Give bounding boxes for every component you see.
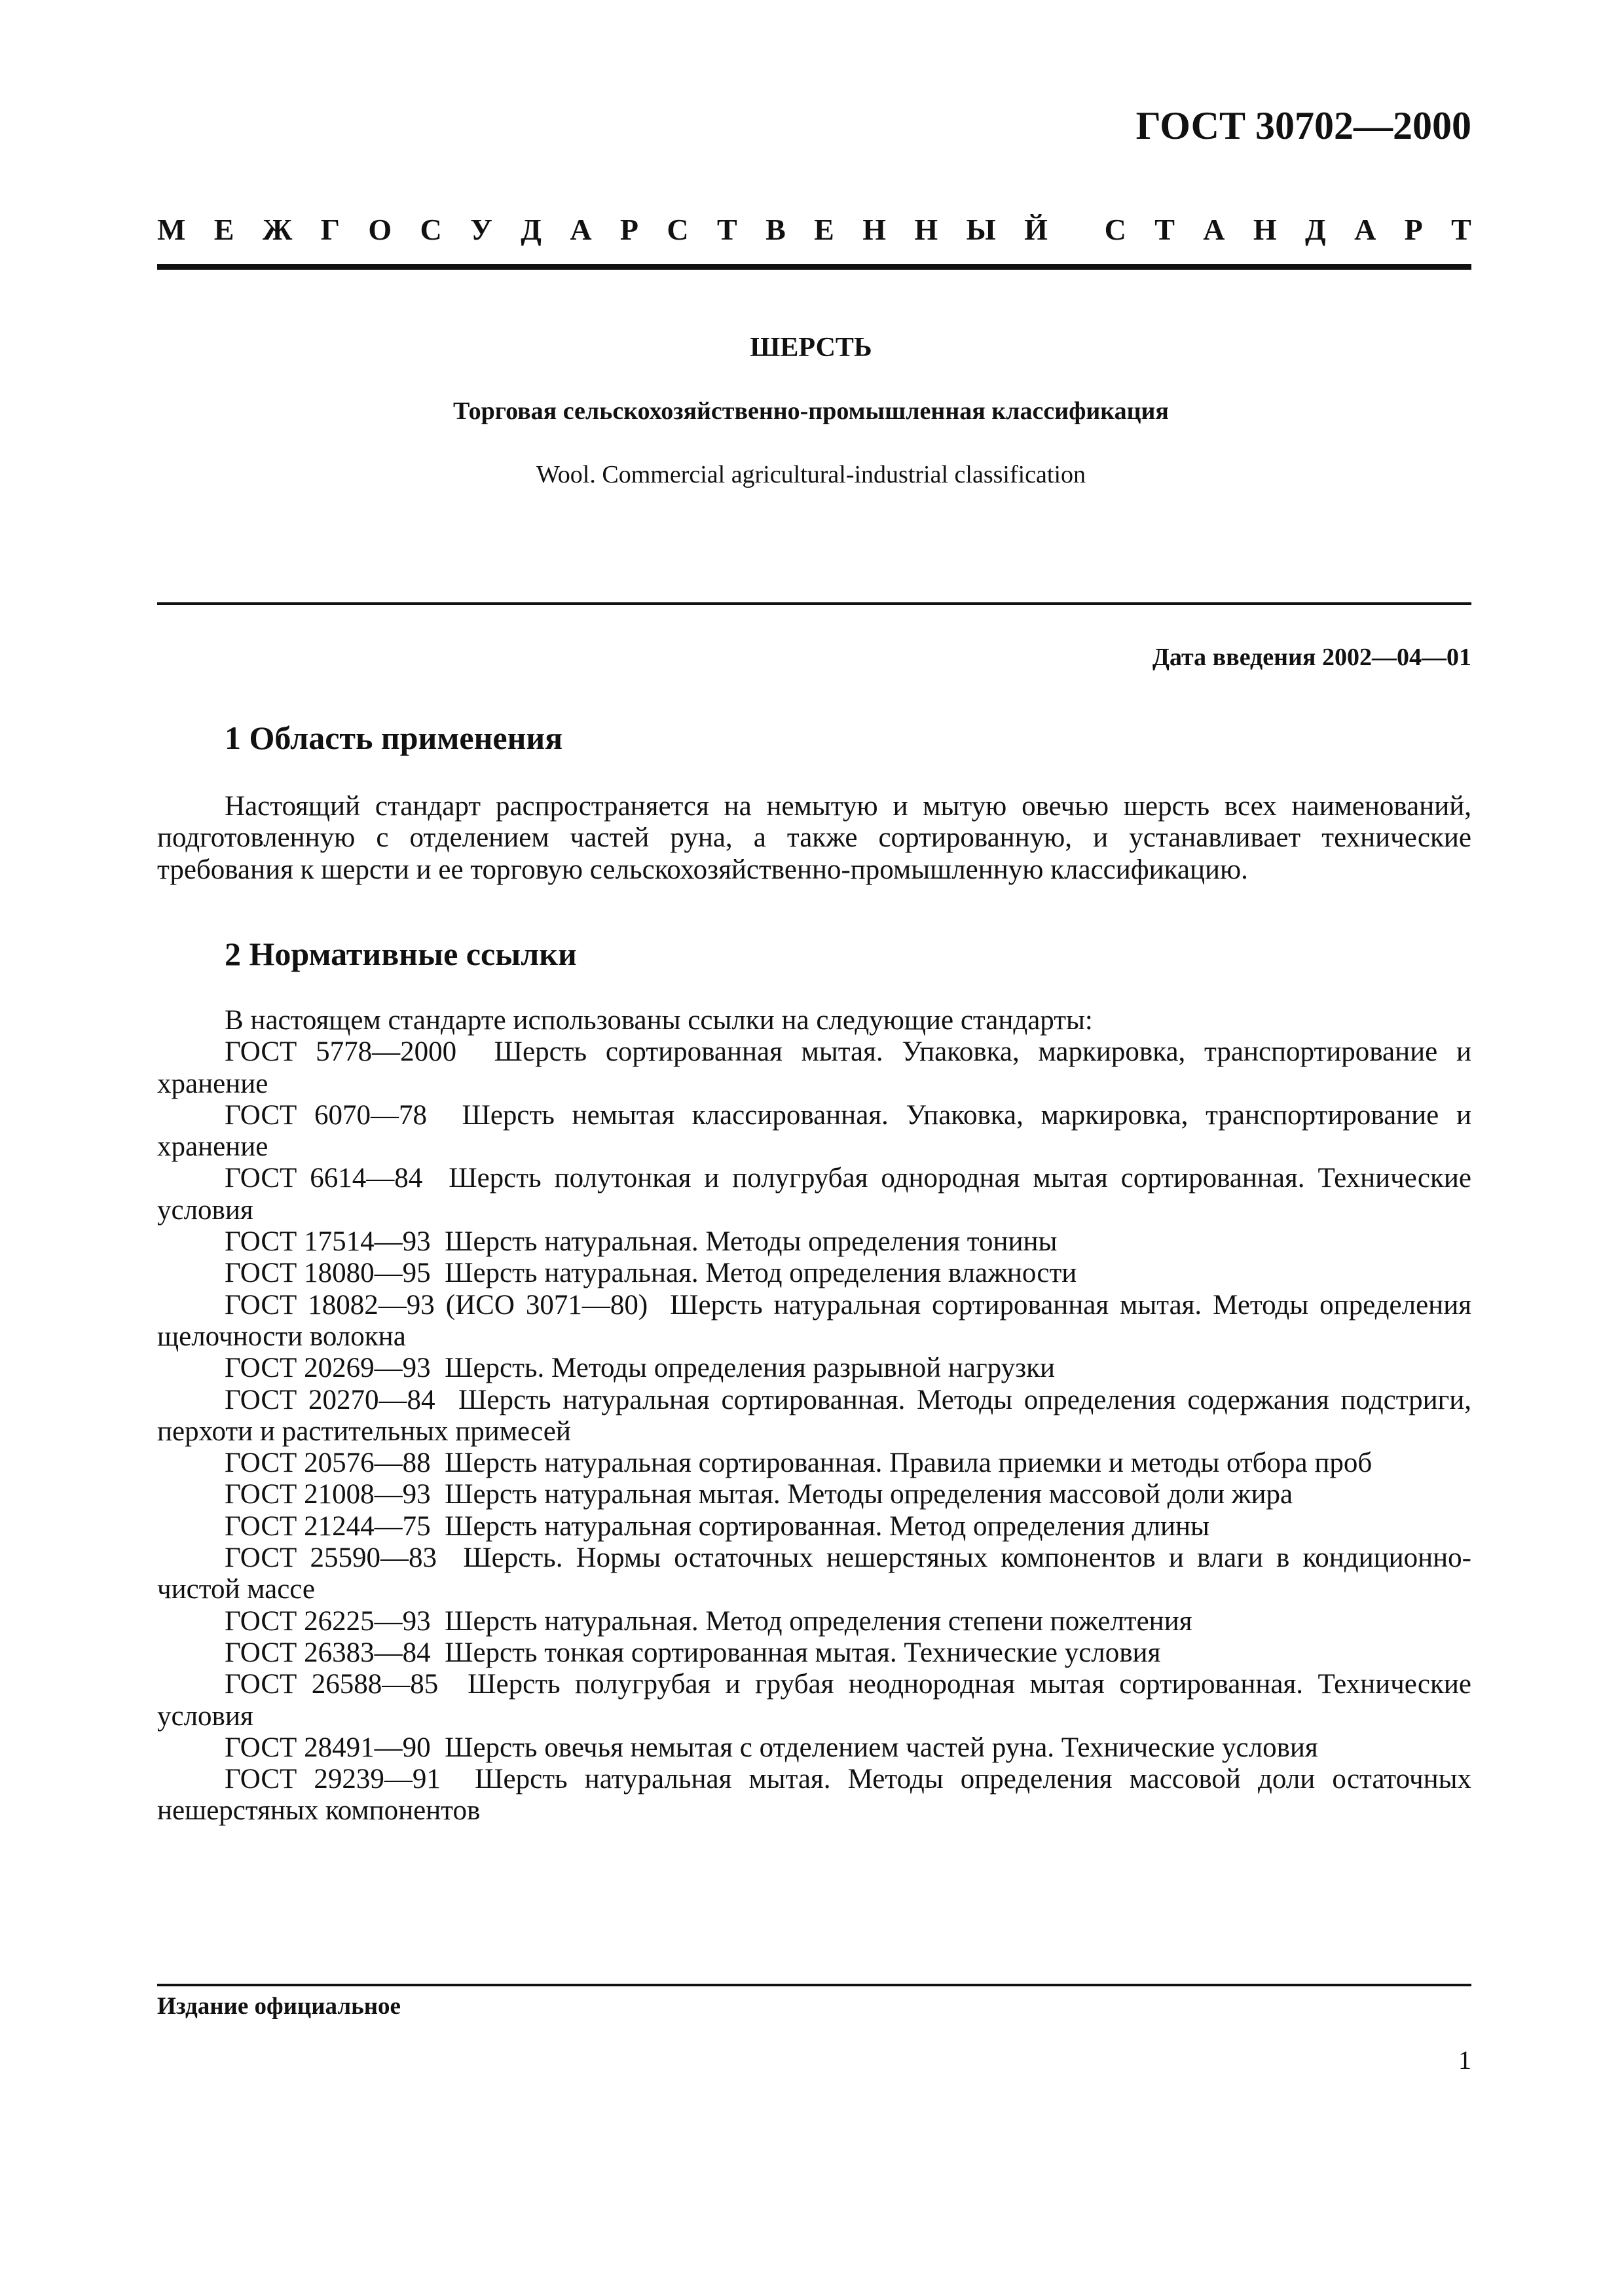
reference-item — [157, 1163, 1471, 1226]
banner-letter: А — [1203, 213, 1225, 246]
edition-label: Издание официальное — [157, 1993, 401, 2020]
reference-title: Шерсть натуральная мытая. Методы определения массовой доли жира — [445, 1479, 1293, 1510]
banner-letter: Й — [1024, 213, 1048, 246]
banner-letter: Д — [1305, 213, 1326, 246]
banner-letter: С — [1104, 213, 1126, 246]
reference-item — [157, 1542, 1471, 1606]
section-1-body — [157, 791, 1471, 886]
banner-letter: О — [368, 213, 392, 246]
reference-item — [157, 1511, 1471, 1542]
reference-code: ГОСТ 20576—88 — [225, 1448, 431, 1479]
reference-item — [157, 1732, 1471, 1764]
banner-letter: С — [420, 213, 442, 246]
reference-title: Шерсть немытая классированная. Упаковка, маркировка, транспортирование и хранение — [157, 1099, 1471, 1163]
reference-title: Шерсть полутонкая и полугрубая однородная мытая сортированная. Технические условия — [157, 1163, 1472, 1226]
banner-letter: Т — [1451, 213, 1471, 246]
banner-letter: С — [667, 213, 689, 246]
banner-letter: Р — [619, 213, 639, 246]
reference-code: ГОСТ 20270—84 — [225, 1384, 435, 1415]
reference-title: Шерсть натуральная мытая. Методы определения массовой доли остаточных нешерстяных компонентов — [157, 1764, 1471, 1827]
reference-title: Шерсть. Методы определения разрывной нагрузки — [445, 1353, 1055, 1384]
banner-letter: Н — [914, 213, 938, 246]
banner-letter: Г — [320, 213, 340, 246]
reference-title: Шерсть тонкая сортированная мытая. Технические условия — [445, 1637, 1161, 1668]
reference-title: Шерсть натуральная сортированная мытая. Методы определения щелочности волокна — [157, 1289, 1471, 1352]
reference-code: ГОСТ 20269—93 — [225, 1353, 431, 1384]
banner-letter: В — [765, 213, 786, 246]
header-rule — [157, 264, 1471, 270]
reference-item — [157, 1669, 1471, 1732]
reference-code: ГОСТ 26225—93 — [225, 1605, 431, 1637]
banner-letter: М — [157, 213, 186, 246]
reference-item — [157, 1385, 1471, 1448]
reference-item — [157, 1479, 1471, 1510]
reference-item — [157, 1764, 1471, 1827]
banner-letter: Е — [213, 213, 234, 246]
reference-item — [157, 1606, 1471, 1637]
reference-title: Шерсть натуральная. Метод определения степени пожелтения — [445, 1605, 1192, 1637]
reference-code: ГОСТ 18082—93 (ИСО 3071—80) — [225, 1289, 648, 1321]
reference-item — [157, 1353, 1471, 1384]
english-title: Wool. Commercial agricultural-industrial classification — [536, 461, 1086, 488]
reference-item — [157, 1258, 1471, 1289]
references-intro: В настоящем стандарте использованы ссылки на следующие стандарты: — [225, 1005, 1093, 1036]
reference-item — [157, 1637, 1471, 1669]
reference-title: Шерсть. Нормы остаточных нешерстяных компонентов и влаги в кондиционно-чистой массе — [157, 1542, 1471, 1605]
reference-title: Шерсть натуральная сортированная. Метод определения длины — [445, 1510, 1209, 1542]
title-rule — [157, 602, 1471, 605]
reference-code: ГОСТ 6070—78 — [225, 1099, 428, 1131]
footer-rule — [157, 1984, 1471, 1986]
reference-item — [157, 1226, 1471, 1258]
banner-letter: У — [470, 213, 492, 246]
reference-code: ГОСТ 21008—93 — [225, 1479, 431, 1510]
document-number: ГОСТ 30702—2000 — [1135, 104, 1471, 147]
reference-code: ГОСТ 28491—90 — [225, 1732, 431, 1763]
section-1-paragraph: Настоящий стандарт распространяется на немытую и мытую овечью шерсть всех наименований, подготовленную с отделением частей руна, а также сортированную, и устанавливает технические требования к шерсти и ее торговую сельскохозяйственно-промышленную классификацию. — [157, 791, 1471, 885]
reference-code: ГОСТ 29239—91 — [225, 1764, 441, 1795]
banner-letter: Е — [814, 213, 834, 246]
reference-item — [157, 1036, 1471, 1100]
document-subtitle: Торговая сельскохозяйственно-промышленная классификация — [453, 397, 1169, 425]
banner-letter: Д — [521, 213, 542, 246]
section-2-heading: 2 Нормативные ссылки — [225, 936, 577, 972]
reference-code: ГОСТ 26588—85 — [225, 1669, 439, 1700]
reference-title: Шерсть овечья немытая с отделением частей руна. Технические условия — [445, 1732, 1318, 1763]
page-number: 1 — [1458, 2045, 1471, 2075]
reference-item — [157, 1290, 1471, 1353]
reference-code: ГОСТ 6614—84 — [225, 1163, 423, 1194]
banner-letter: Н — [1253, 213, 1277, 246]
reference-item — [157, 1448, 1471, 1479]
reference-title: Шерсть натуральная сортированная. Правила приемки и методы отбора проб — [445, 1448, 1373, 1479]
reference-code: ГОСТ 5778—2000 — [225, 1036, 457, 1068]
interstate-standard-banner — [157, 215, 1471, 245]
introduction-date: Дата введения 2002—04—01 — [1152, 644, 1471, 671]
reference-title: Шерсть натуральная сортированная. Методы определения содержания подстриги, перхоти и растительных примесей — [157, 1384, 1471, 1447]
reference-code: ГОСТ 25590—83 — [225, 1542, 437, 1574]
reference-code: ГОСТ 17514—93 — [225, 1226, 431, 1258]
document-title: ШЕРСТЬ — [750, 333, 872, 363]
banner-letter: Т — [717, 213, 737, 246]
banner-letter: Т — [1154, 213, 1175, 246]
reference-title: Шерсть сортированная мытая. Упаковка, маркировка, транспортирование и хранение — [157, 1036, 1471, 1099]
banner-letter: А — [1354, 213, 1376, 246]
reference-title: Шерсть натуральная. Методы определения тонины — [445, 1226, 1058, 1258]
reference-code: ГОСТ 21244—75 — [225, 1510, 431, 1542]
banner-letter: Н — [862, 213, 886, 246]
banner-letter: Ж — [262, 213, 293, 246]
section-1-heading: 1 Область применения — [225, 720, 563, 756]
section-2-body — [157, 1005, 1471, 1827]
reference-code: ГОСТ 26383—84 — [225, 1637, 431, 1668]
banner-letter: Ы — [966, 213, 996, 246]
reference-title: Шерсть натуральная. Метод определения влажности — [445, 1258, 1077, 1289]
banner-letter: Р — [1404, 213, 1423, 246]
reference-code: ГОСТ 18080—95 — [225, 1258, 431, 1289]
reference-item — [157, 1100, 1471, 1163]
banner-letter: А — [570, 213, 592, 246]
reference-title: Шерсть полугрубая и грубая неоднородная мытая сортированная. Технические условия — [157, 1669, 1471, 1732]
